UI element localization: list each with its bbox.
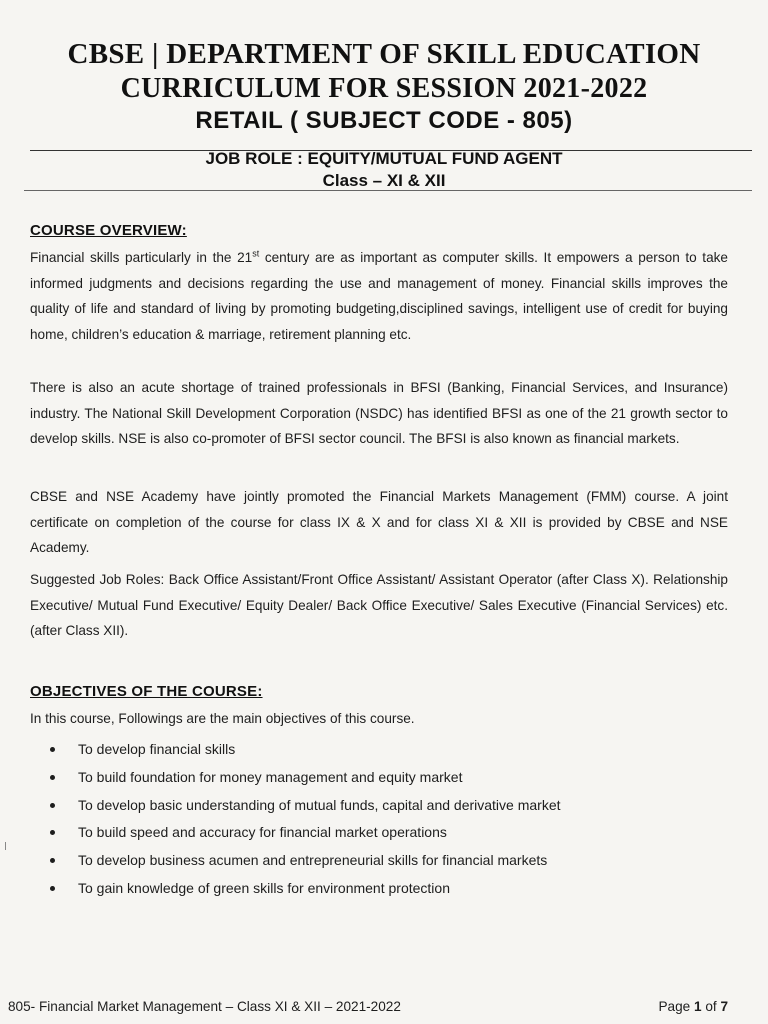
objective-text: To develop business acumen and entrepreneurial skills for financial markets [78, 852, 548, 869]
objective-item [46, 796, 561, 824]
objective-item [46, 879, 561, 907]
overview-paragraph-4: Suggested Job Roles: Back Office Assistant/Front Office Assistant/ Assistant Operator (after Class X). Relationship Executive/ Mutual Fund Executive/ Equity Dealer/ Back Office Executive/ Sales Executive (Financial Services) etc. (after Class XII). [30, 572, 728, 638]
page-label: Page [658, 999, 691, 1014]
overview-p1-post: century are as important as computer skills. It empowers a person to take informed judgments and decisions regarding the use and management of money. Financial skills improves the quality of life and standard of living by promoting budgeting,disciplined savings, intelligent use of credit for buying home, children’s education & marriage, retirement planning etc. [30, 250, 728, 342]
page-total: 7 [720, 999, 728, 1014]
department-title: CBSE | DEPARTMENT OF SKILL EDUCATION [67, 38, 701, 70]
overview-paragraph-3: CBSE and NSE Academy have jointly promoted the Financial Markets Management (FMM) course. A joint certificate on completion of the course for class IX & X and for class XI & XII is provided by CBSE and NSE Academy. [30, 489, 728, 555]
subject-title: RETAIL ( SUBJECT CODE - 805) [195, 107, 573, 134]
of-label: of [705, 999, 717, 1014]
objectives-intro: In this course, Followings are the main objectives of this course. [30, 711, 415, 726]
margin-mark [5, 842, 6, 850]
objectives-heading: OBJECTIVES OF THE COURSE: [30, 683, 263, 700]
bullet-icon [50, 775, 55, 780]
header-divider-bottom [24, 190, 752, 191]
bullet-icon [50, 830, 55, 835]
overview-paragraph-1 [30, 245, 728, 347]
class-line: Class – XI & XII [322, 171, 446, 190]
objective-text: To develop financial skills [78, 741, 236, 757]
objective-item [46, 851, 561, 879]
objective-item [46, 768, 561, 796]
overview-p1-pre: Financial skills particularly in the 21 [30, 250, 253, 265]
bullet-icon [50, 886, 55, 891]
page-current: 1 [693, 999, 702, 1014]
objective-text: To develop basic understanding of mutual funds, capital and derivative market [78, 796, 561, 813]
course-overview-heading: COURSE OVERVIEW: [30, 222, 187, 239]
page-number [658, 999, 728, 1014]
bullet-icon [50, 803, 55, 808]
footer-course-title: 805- Financial Market Management – Class XI & XII – 2021-2022 [8, 999, 401, 1014]
objective-item [46, 740, 561, 768]
curriculum-session-title: CURRICULUM FOR SESSION 2021-2022 [120, 73, 648, 104]
objective-text: To build foundation for money management and equity market [78, 768, 463, 785]
overview-p1-sup: st [252, 248, 260, 259]
job-role: JOB ROLE : EQUITY/MUTUAL FUND AGENT [205, 149, 563, 168]
objective-text: To build speed and accuracy for financial market operations [78, 824, 447, 841]
bullet-icon [50, 858, 55, 863]
objectives-list [46, 740, 561, 907]
objective-text: To gain knowledge of green skills for environment protection [78, 879, 450, 896]
overview-paragraph-2: There is also an acute shortage of trained professionals in BFSI (Banking, Financial Services, and Insurance) industry. The National Skill Development Corporation (NSDC) has identified BFSI as one of the 21 growth sector to develop skills. NSE is also co-promoter of BFSI sector council. The BFSI is also known as financial markets. [30, 380, 728, 446]
bullet-icon [50, 747, 55, 752]
objective-item [46, 823, 561, 851]
